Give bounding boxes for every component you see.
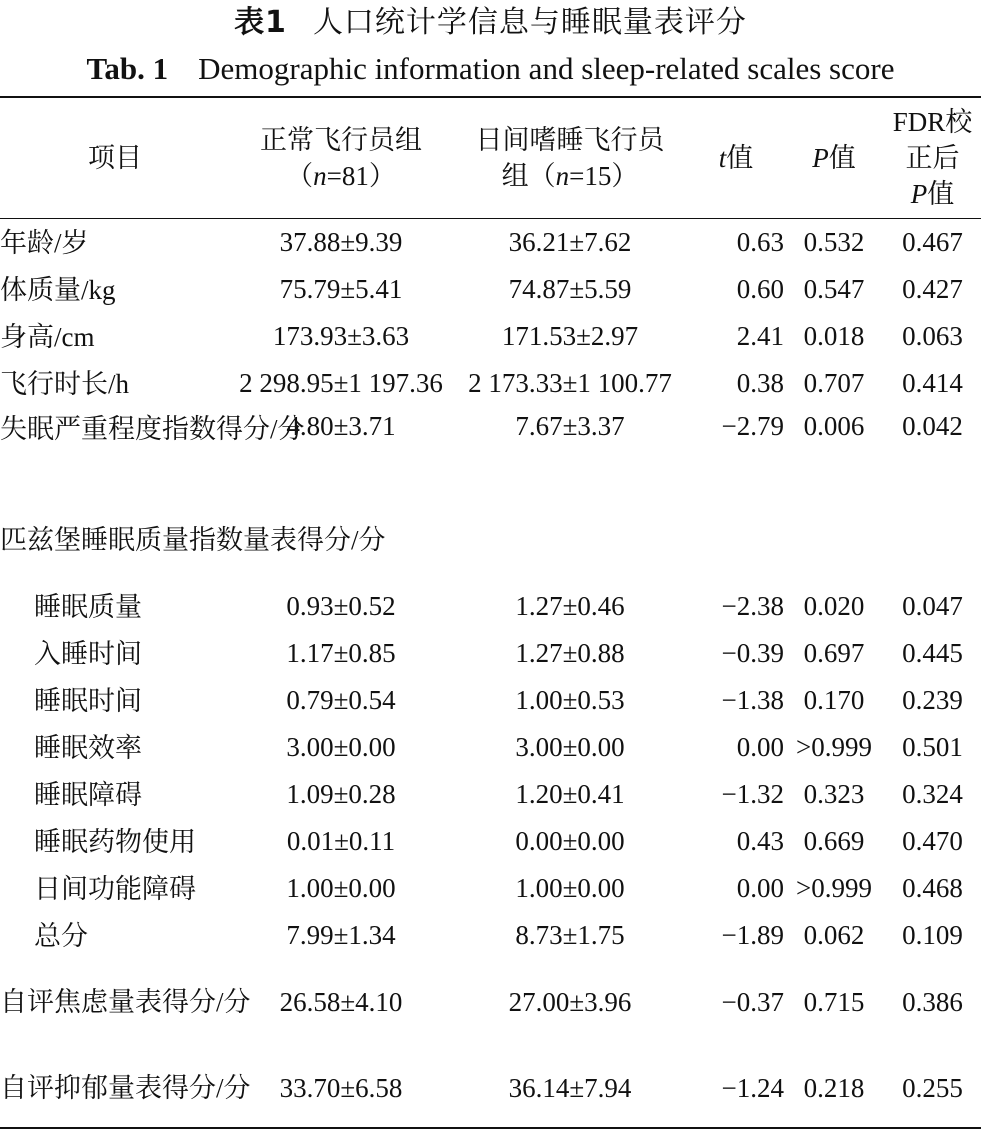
fdr-p-value: 0.047	[902, 591, 963, 621]
table-row	[0, 313, 981, 360]
eds-group-value: 2 173.33±1 100.77	[468, 368, 672, 398]
table-row	[0, 818, 981, 865]
header-t-value: t值	[718, 143, 754, 173]
table-row	[0, 630, 981, 677]
fdr-p-value: 0.470	[902, 826, 963, 856]
normal-group-value: 37.88±9.39	[279, 227, 403, 257]
table-row	[0, 724, 981, 771]
table-row	[0, 865, 981, 912]
row-label: 睡眠障碍	[34, 779, 142, 810]
header-p-value: P值	[812, 143, 856, 173]
table-row	[0, 219, 981, 266]
table-caption-chinese	[0, 0, 981, 46]
table-row	[0, 959, 981, 1045]
fdr-p-value: 0.109	[902, 920, 963, 950]
p-value: 0.018	[803, 321, 865, 351]
eds-group-value: 1.00±0.00	[515, 873, 625, 903]
normal-group-value: 1.09±0.28	[286, 779, 396, 809]
table-label-chinese: 表1	[234, 5, 287, 40]
table-row	[0, 360, 981, 407]
fdr-p-value: 0.468	[902, 873, 963, 903]
t-value: −2.79	[721, 411, 784, 441]
t-value: −1.24	[721, 1072, 784, 1103]
fdr-p-value: 0.414	[902, 368, 963, 398]
fdr-p-value: 0.063	[902, 321, 963, 351]
row-label: 入睡时间	[34, 638, 142, 669]
normal-group-value: 7.99±1.34	[286, 920, 396, 950]
eds-group-value: 36.14±7.94	[508, 1072, 632, 1103]
fdr-p-value: 0.467	[902, 227, 963, 257]
t-value: 0.43	[736, 826, 784, 856]
fdr-p-value: 0.042	[902, 411, 963, 441]
eds-group-value: 171.53±2.97	[501, 321, 639, 351]
normal-group-value: 75.79±5.41	[279, 274, 403, 304]
row-label: 体质量/kg	[0, 274, 116, 305]
fdr-p-value: 0.427	[902, 274, 963, 304]
table-row	[0, 1045, 981, 1131]
eds-group-value: 1.00±0.53	[515, 685, 625, 715]
normal-group-value: 0.79±0.54	[286, 685, 396, 715]
p-value: 0.062	[803, 920, 865, 950]
normal-group-value: 1.00±0.00	[286, 873, 396, 903]
t-value: 0.00	[736, 732, 784, 762]
normal-group-value: 26.58±4.10	[279, 986, 403, 1017]
p-value: 0.532	[803, 227, 865, 257]
table-row	[0, 583, 981, 630]
eds-group-value: 8.73±1.75	[515, 920, 625, 950]
p-value: 0.006	[803, 411, 865, 441]
table-caption-english	[0, 46, 981, 92]
p-value: >0.999	[796, 732, 872, 762]
t-value: 0.00	[736, 873, 784, 903]
eds-group-value: 3.00±0.00	[515, 732, 625, 762]
table-row	[0, 771, 981, 818]
eds-group-value: 36.21±7.62	[508, 227, 632, 257]
header-normal-group: 正常飞行员组 （n=81）	[260, 125, 422, 191]
row-label: 飞行时长/h	[0, 368, 130, 399]
header-item: 项目	[88, 143, 142, 173]
header-eds-group: 日间嗜睡飞行员 组（n=15）	[475, 125, 665, 191]
p-value: 0.323	[803, 779, 865, 809]
table-row-section	[0, 497, 981, 583]
row-label: 身高/cm	[0, 321, 95, 352]
p-value: 0.715	[803, 986, 865, 1017]
normal-group-value: 4.80±3.71	[286, 411, 396, 441]
t-value: −1.38	[721, 685, 784, 715]
table-row	[0, 677, 981, 724]
normal-group-value: 2 298.95±1 197.36	[239, 368, 443, 398]
table-label-english: Tab. 1	[86, 51, 169, 86]
row-label: 自评抑郁量表得分/分	[0, 1073, 251, 1103]
t-value: 0.63	[736, 227, 784, 257]
normal-group-value: 0.93±0.52	[286, 591, 396, 621]
fdr-p-value: 0.239	[902, 685, 963, 715]
fdr-p-value: 0.501	[902, 732, 963, 762]
normal-group-value: 1.17±0.85	[286, 638, 396, 668]
eds-group-value: 1.27±0.46	[515, 591, 625, 621]
eds-group-value: 0.00±0.00	[515, 826, 625, 856]
normal-group-value: 0.01±0.11	[286, 826, 396, 856]
p-value: 0.547	[803, 274, 865, 304]
row-label: 睡眠药物使用	[34, 826, 196, 857]
row-label: 自评焦虑量表得分/分	[0, 987, 251, 1017]
p-value: 0.020	[803, 591, 865, 621]
section-label: 匹兹堡睡眠质量指数量表得分/分	[0, 525, 386, 555]
fdr-p-value: 0.324	[902, 779, 963, 809]
fdr-p-value: 0.386	[902, 986, 963, 1017]
row-label: 年龄/岁	[0, 227, 89, 258]
table-title-chinese: 人口统计学信息与睡眠量表评分	[312, 6, 747, 39]
row-label: 失眠严重程度指数得分/分	[0, 414, 305, 444]
header-fdr-p-value: FDR校 正后 P值	[892, 107, 973, 209]
t-value: −0.39	[721, 638, 784, 668]
t-value: −0.37	[721, 986, 784, 1017]
fdr-p-value: 0.445	[902, 638, 963, 668]
t-value: −1.32	[721, 779, 784, 809]
p-value: 0.707	[803, 368, 865, 398]
t-value: −2.38	[721, 591, 784, 621]
p-value: 0.697	[803, 638, 865, 668]
normal-group-value: 3.00±0.00	[286, 732, 396, 762]
row-label: 总分	[34, 920, 88, 951]
table-row	[0, 266, 981, 313]
t-value: 0.38	[736, 368, 784, 398]
p-value: 0.218	[803, 1072, 865, 1103]
eds-group-value: 27.00±3.96	[508, 986, 632, 1017]
t-value: 2.41	[736, 321, 784, 351]
data-table	[0, 219, 981, 1131]
bottom-rule	[0, 1127, 981, 1129]
fdr-p-value: 0.255	[902, 1072, 963, 1103]
table-title-english: Demographic information and sleep-related scales score	[198, 51, 895, 86]
row-label: 睡眠时间	[34, 685, 142, 716]
p-value: >0.999	[796, 873, 872, 903]
eds-group-value: 1.20±0.41	[515, 779, 625, 809]
normal-group-value: 33.70±6.58	[279, 1072, 403, 1103]
eds-group-value: 7.67±3.37	[515, 411, 625, 441]
p-value: 0.170	[803, 685, 865, 715]
normal-group-value: 173.93±3.63	[272, 321, 410, 351]
t-value: 0.60	[736, 274, 784, 304]
row-label: 睡眠效率	[34, 732, 142, 763]
table-row	[0, 407, 981, 497]
row-label: 睡眠质量	[34, 591, 142, 622]
row-label: 日间功能障碍	[34, 873, 196, 904]
t-value: −1.89	[721, 920, 784, 950]
eds-group-value: 1.27±0.88	[515, 638, 625, 668]
table-row	[0, 912, 981, 959]
eds-group-value: 74.87±5.59	[508, 274, 632, 304]
p-value: 0.669	[803, 826, 865, 856]
